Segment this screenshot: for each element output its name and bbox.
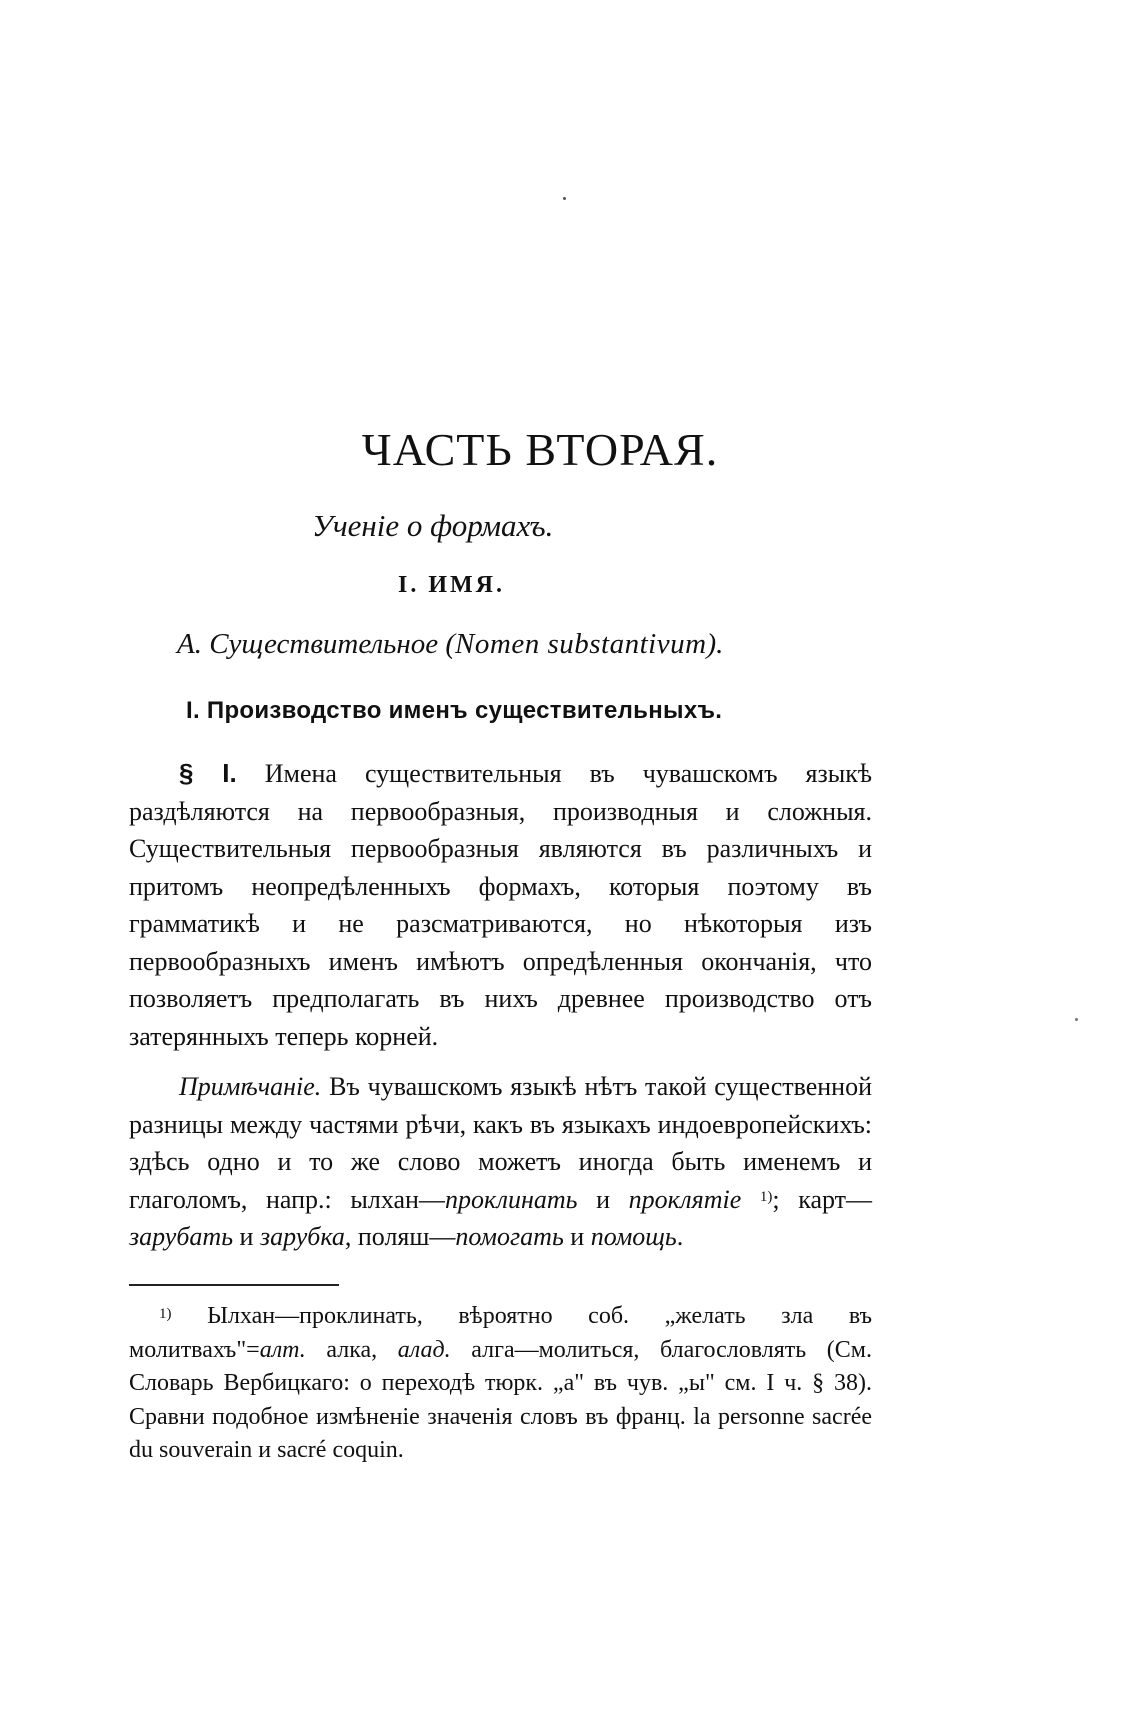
footnote-italic: алт. (259, 1336, 306, 1363)
subsection-suffix: ). (706, 628, 724, 660)
part-title (0, 423, 1000, 476)
note-text: Въ чувашскомъ языкѣ нѣтъ такой существенной разницы между частями рѣчи, какъ въ языкахъ индоевропейскихъ: здѣсь одно и то же слово можетъ иногда быть именемъ и глаголомъ, напр.: ылхан— (129, 1072, 872, 1214)
note-label: Примѣчаніе. (179, 1072, 322, 1101)
note-text: , поляш— (344, 1222, 456, 1251)
footnote-italic: алад. (397, 1336, 451, 1363)
footnote-text: Ылхан—проклинать, вѣроятно соб. „желать зла въ молитвахъ"= (129, 1303, 872, 1363)
print-speck (1075, 1018, 1078, 1021)
footnote-reference: 1) (759, 1188, 773, 1205)
note-text: и (577, 1184, 629, 1214)
note-text: и (563, 1222, 591, 1251)
subtitle: Ученіе о формахъ. (312, 508, 554, 543)
note-text: и (233, 1222, 260, 1251)
paragraph-1-text: Имена существительныя въ чувашскомъ языкѣ раздѣляются на первообразныя, производныя и сложныя. Существительныя первообразныя являются въ различныхъ и притомъ неопредѣленныхъ формахъ, которыя поэтому въ грамматикѣ и не разсматриваются, но нѣкоторыя изъ первообразныхъ именъ имѣютъ опредѣленныя окончанія, что позволяетъ предполагать въ нихъ древнее производство отъ затерянныхъ теперь корней. (129, 759, 872, 1051)
print-speck (563, 197, 566, 200)
section-name: I. ИМЯ. (398, 572, 505, 598)
footnote-divider (129, 1284, 339, 1286)
part-title-text: ЧАСТЬ ВТОРАЯ. (361, 424, 719, 475)
note-italic: помощь (590, 1222, 677, 1251)
paragraph-1 (129, 755, 872, 1055)
note-text: ; карт— (772, 1184, 873, 1214)
note-italic: зарубать (129, 1222, 234, 1251)
chapter-heading: I. Производство именъ существительныхъ. (186, 697, 723, 724)
note-italic: проклинать (444, 1184, 578, 1214)
note-italic: помогать (455, 1222, 564, 1251)
section-mark: § I. (179, 758, 237, 788)
footnote-marker: 1) (159, 1306, 172, 1322)
footnote (129, 1300, 872, 1468)
note-italic: проклятіе (628, 1184, 742, 1214)
subsection-heading (177, 628, 723, 661)
note-italic: зарубка (259, 1222, 345, 1251)
footnote-text: алка, (305, 1336, 398, 1363)
note-text: . (676, 1222, 684, 1251)
footnote-text: алга—молиться, благословлять (См. Словарь Вербицкаго: о переходѣ тюрк. „а" въ чув. „ы" см. I ч. § 38). Сравни подобное измѣненіе значенія словъ въ франц. la personne sacrée du souverain и sacré coquin. (129, 1336, 872, 1463)
subsection-prefix: А. Существительное ( (177, 628, 456, 660)
subsection-latin: Nomen substantivum (455, 628, 707, 660)
paragraph-note (129, 1068, 872, 1256)
